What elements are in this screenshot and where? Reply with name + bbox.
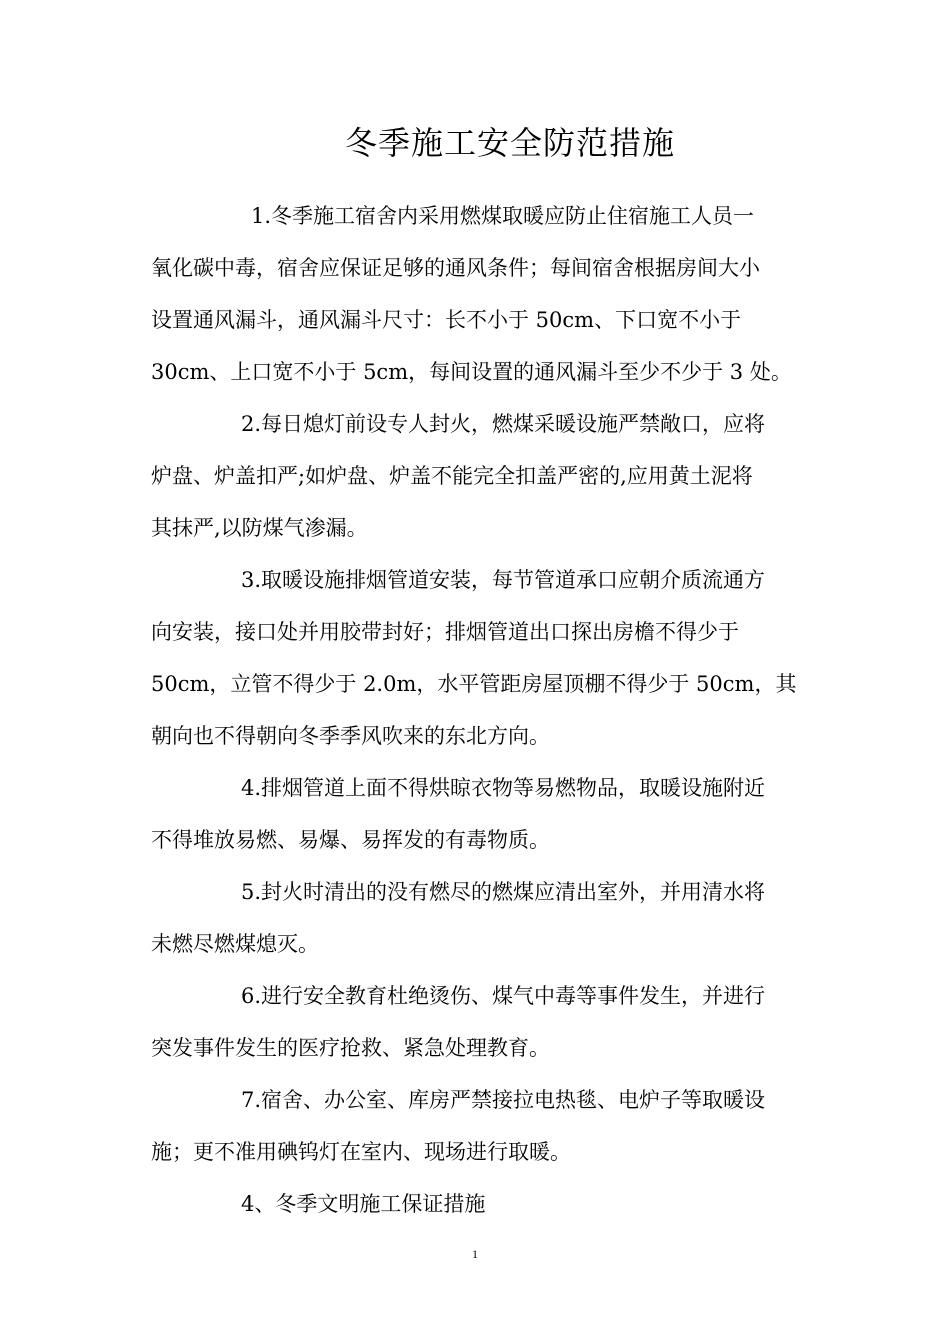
- paragraph: [151, 762, 811, 866]
- paragraph-line: 向安装，接口处并用胶带封好；排烟管道出口探出房檐不得少于: [151, 620, 739, 644]
- paragraph-line: 突发事件发生的医疗抢救、紧急处理教育。: [151, 1036, 550, 1060]
- paragraph: [151, 970, 811, 1074]
- paragraph: [151, 554, 811, 762]
- paragraph-line: 4.排烟管道上面不得烘晾衣物等易燃物品，取暖设施附近: [241, 776, 766, 800]
- paragraph-line: 2.每日熄灯前设专人封火，燃煤采暖设施严禁敞口，应将: [241, 412, 766, 436]
- paragraph: [151, 1178, 811, 1230]
- paragraph-line: 4、冬季文明施工保证措施: [241, 1192, 486, 1216]
- paragraph: [151, 866, 811, 970]
- paragraph: [151, 1074, 811, 1178]
- paragraph-line: 3.取暖设施排烟管道安装，每节管道承口应朝介质流通方: [241, 568, 766, 592]
- paragraph-line: 5.封火时清出的没有燃尽的燃煤应清出室外，并用清水将: [241, 880, 766, 904]
- page-number: 1: [472, 1247, 478, 1261]
- document-title: 冬季施工安全防范措施: [344, 124, 675, 162]
- paragraph: [151, 190, 811, 398]
- paragraph-line: 炉盘、炉盖扣严;如炉盘、炉盖不能完全扣盖严密的,应用黄土泥将: [151, 464, 753, 488]
- paragraph-line: 设置通风漏斗，通风漏斗尺寸：长不小于 50cm、下口宽不小于: [151, 308, 742, 332]
- paragraph-line: 6.进行安全教育杜绝烫伤、煤气中毒等事件发生，并进行: [241, 984, 766, 1008]
- paragraph-line: 朝向也不得朝向冬季季风吹来的东北方向。: [151, 724, 550, 748]
- paragraph: [151, 398, 811, 554]
- paragraph-line: 7.宿舍、办公室、库房严禁接拉电热毯、电炉子等取暖设: [241, 1088, 766, 1112]
- paragraph-line: 50cm，立管不得少于 2.0m，水平管距房屋顶棚不得少于 50cm，其: [151, 672, 797, 696]
- paragraph-line: 其抹严,以防煤气渗漏。: [151, 516, 368, 540]
- paragraph-line: 30cm、上口宽不小于 5cm，每间设置的通风漏斗至少不少于 3 处。: [151, 360, 792, 384]
- paragraph-line: 未燃尽燃煤熄灭。: [151, 932, 319, 956]
- paragraph-line: 1.冬季施工宿舍内采用燃煤取暖应防止住宿施工人员一: [251, 204, 755, 228]
- paragraph-line: 不得堆放易燃、易爆、易挥发的有毒物质。: [151, 828, 550, 852]
- document-body: [151, 190, 811, 1230]
- paragraph-line: 氧化碳中毒，宿舍应保证足够的通风条件；每间宿舍根据房间大小: [151, 256, 760, 280]
- paragraph-line: 施；更不准用碘钨灯在室内、现场进行取暖。: [151, 1140, 571, 1164]
